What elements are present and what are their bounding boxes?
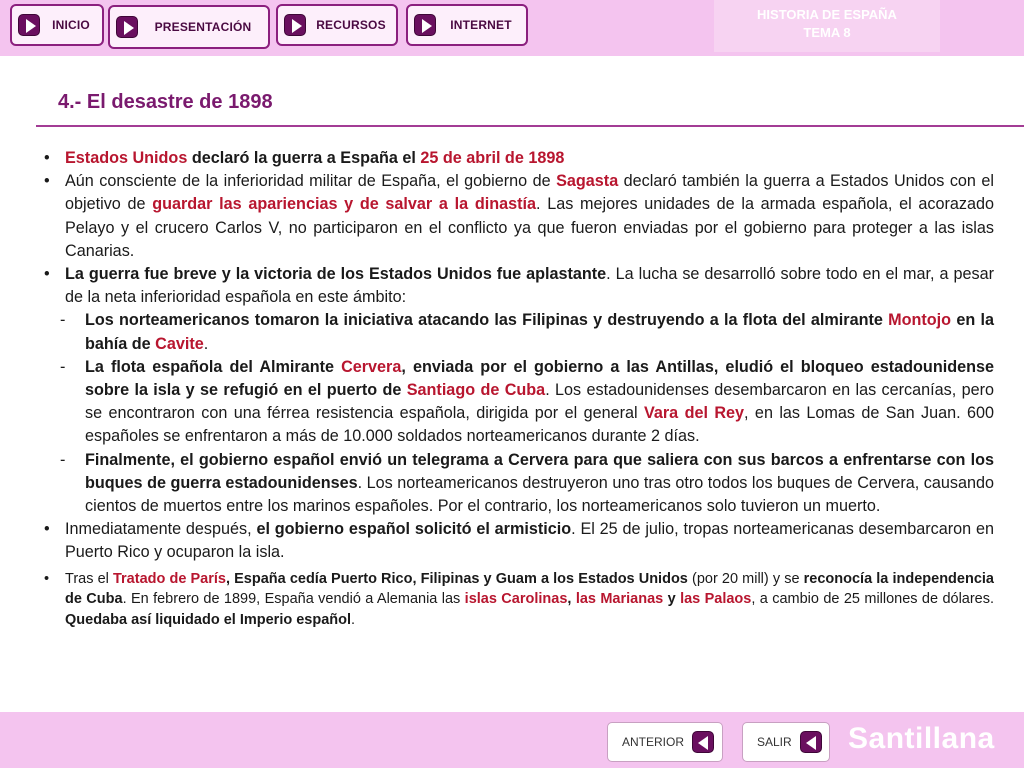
text-run: . El 25 de julio, tropas norteamericanas desembarcaron en Puerto Rico y ocuparon la isla. bbox=[65, 520, 994, 562]
inicio-button[interactable] bbox=[10, 4, 104, 46]
slide-content bbox=[40, 147, 994, 630]
course-title-box bbox=[714, 0, 940, 52]
text-run: . En febrero de 1899, España vendió a Alemania las bbox=[122, 591, 465, 608]
play-icon bbox=[116, 16, 138, 38]
text-run: . bbox=[351, 611, 356, 628]
text-run: Tras el bbox=[65, 570, 113, 587]
list-item bbox=[40, 147, 994, 170]
text-run: Aún consciente de la inferioridad militar de España, el gobierno de bbox=[65, 172, 557, 191]
highlighted-text: Sagasta bbox=[556, 172, 619, 191]
text-run: . Las mejores unidades de la armada española, el acorazado Pelayo y el crucero Carlos V, no participaron en el conflicto ya que fueron enviadas por el gobierno para proteger a las islas Canarias. bbox=[65, 195, 995, 260]
text-run: . Los norteamericanos destruyeron uno tras otro todos los buques de Cervera, causando cientos de muertos entre los marinos españoles. Por el contrario, los norteamericanos solo tuvieron un muerto. bbox=[85, 473, 994, 516]
salir-button[interactable] bbox=[742, 722, 830, 762]
highlighted-text: las Palaos bbox=[680, 591, 752, 608]
dash-marker: - bbox=[60, 357, 66, 376]
sub-list-item bbox=[40, 356, 994, 449]
back-arrow-icon bbox=[800, 731, 822, 753]
highlighted-text: 25 de abril de 1898 bbox=[420, 149, 565, 167]
text-run: , en las Lomas de San Juan. 600 españoles se enfrentaron a más de 10.000 soldados norteamericanos durante 2 días. bbox=[85, 404, 994, 446]
bold-text: y bbox=[663, 591, 681, 608]
bold-text: , España cedía Puerto Rico, Filipinas y Guam a los Estados Unidos bbox=[225, 570, 688, 587]
top-navigation-bar bbox=[0, 0, 1024, 56]
highlighted-text: Vara del Rey bbox=[643, 404, 745, 423]
bold-text: Quedaba así liquidado el Imperio español bbox=[65, 611, 352, 628]
play-icon bbox=[284, 14, 306, 36]
bold-text: en la bahía de bbox=[85, 311, 994, 353]
bold-text: , bbox=[567, 591, 572, 608]
bold-text: , enviada por el gobierno a las Antillas, eludió el bloqueo estadounidense sobre la isla y se refugió en el puerto de bbox=[85, 357, 994, 400]
bullet-marker: • bbox=[44, 172, 50, 191]
course-title: HISTORIA DE ESPAÑA bbox=[757, 7, 897, 22]
title-divider bbox=[36, 125, 1024, 127]
play-icon bbox=[18, 14, 40, 36]
list-item bbox=[40, 518, 994, 564]
sub-list-item bbox=[40, 449, 994, 519]
bullet-marker: • bbox=[44, 149, 50, 167]
highlighted-text: guardar las apariencias y de salvar a la dinastía bbox=[152, 195, 536, 214]
highlighted-text: Montojo bbox=[888, 311, 952, 330]
text-run: . Los estadounidenses desembarcaron en las cercanías, pero se encontraron con una férrea resistencia española, dirigida por el general bbox=[85, 381, 994, 423]
play-icon bbox=[414, 14, 436, 36]
internet-button[interactable] bbox=[406, 4, 528, 46]
bullet-marker: • bbox=[44, 570, 50, 587]
text-run: . La lucha se desarrolló sobre todo en el mar, a pesar de la neta inferioridad española en este ámbito: bbox=[65, 265, 994, 307]
bold-text: La guerra fue breve y la victoria de los Estados Unidos fue aplastante bbox=[65, 265, 607, 284]
presentacion-button[interactable] bbox=[108, 5, 270, 49]
highlighted-text: Cavite bbox=[155, 334, 204, 353]
highlighted-text: Tratado de París bbox=[112, 570, 226, 587]
highlighted-text: Estados Unidos bbox=[65, 149, 188, 167]
text-run: Inmediatamente después, bbox=[65, 520, 257, 539]
bold-text: declaró la guerra a España el bbox=[187, 149, 421, 167]
internet-label: INTERNET bbox=[450, 18, 512, 32]
highlighted-text: las Marianas bbox=[575, 591, 664, 608]
page-title: 4.- El desastre de 1898 bbox=[58, 91, 273, 113]
bold-text: Finalmente, el gobierno español envió un telegrama a Cervera para que saliera con sus barcos a enfrentarse con los buques de guerra estadounidenses bbox=[85, 450, 994, 492]
sub-list-item bbox=[40, 309, 994, 355]
text-run: declaró también la guerra a Estados Unidos con el objetivo de bbox=[65, 172, 994, 214]
list-item bbox=[40, 569, 994, 631]
bullet-marker: • bbox=[44, 265, 50, 284]
bullet-marker: • bbox=[44, 520, 50, 539]
bold-text: La flota española del Almirante bbox=[85, 357, 342, 376]
list-item bbox=[40, 263, 994, 309]
highlighted-text: islas Carolinas bbox=[464, 591, 568, 608]
bottom-navigation-bar bbox=[0, 712, 1024, 768]
highlighted-text: Cervera bbox=[341, 357, 402, 376]
publisher-logo: Santillana bbox=[848, 722, 995, 755]
salir-label: SALIR bbox=[757, 735, 792, 749]
highlighted-text: Santiago de Cuba bbox=[406, 381, 546, 400]
presentacion-label: PRESENTACIÓN bbox=[154, 20, 252, 34]
list-item bbox=[40, 170, 994, 263]
bold-text: Los norteamericanos tomaron la iniciativa atacando las Filipinas y destruyendo a la flota del almirante bbox=[85, 311, 889, 330]
anterior-label: ANTERIOR bbox=[622, 735, 685, 749]
text-run: (por 20 mill) y se bbox=[687, 570, 804, 587]
inicio-label: INICIO bbox=[52, 18, 90, 32]
bold-text: reconocía la independencia de Cuba bbox=[65, 570, 994, 608]
text-run: . bbox=[203, 334, 209, 353]
text-run: , a cambio de 25 millones de dólares. bbox=[751, 591, 995, 608]
course-unit: TEMA 8 bbox=[803, 25, 851, 40]
bold-text: el gobierno español solicitó el armisticio bbox=[256, 520, 572, 539]
anterior-button[interactable] bbox=[607, 722, 723, 762]
recursos-label: RECURSOS bbox=[316, 18, 386, 32]
dash-marker: - bbox=[60, 450, 66, 469]
back-arrow-icon bbox=[692, 731, 714, 753]
recursos-button[interactable] bbox=[276, 4, 398, 46]
dash-marker: - bbox=[60, 311, 66, 330]
